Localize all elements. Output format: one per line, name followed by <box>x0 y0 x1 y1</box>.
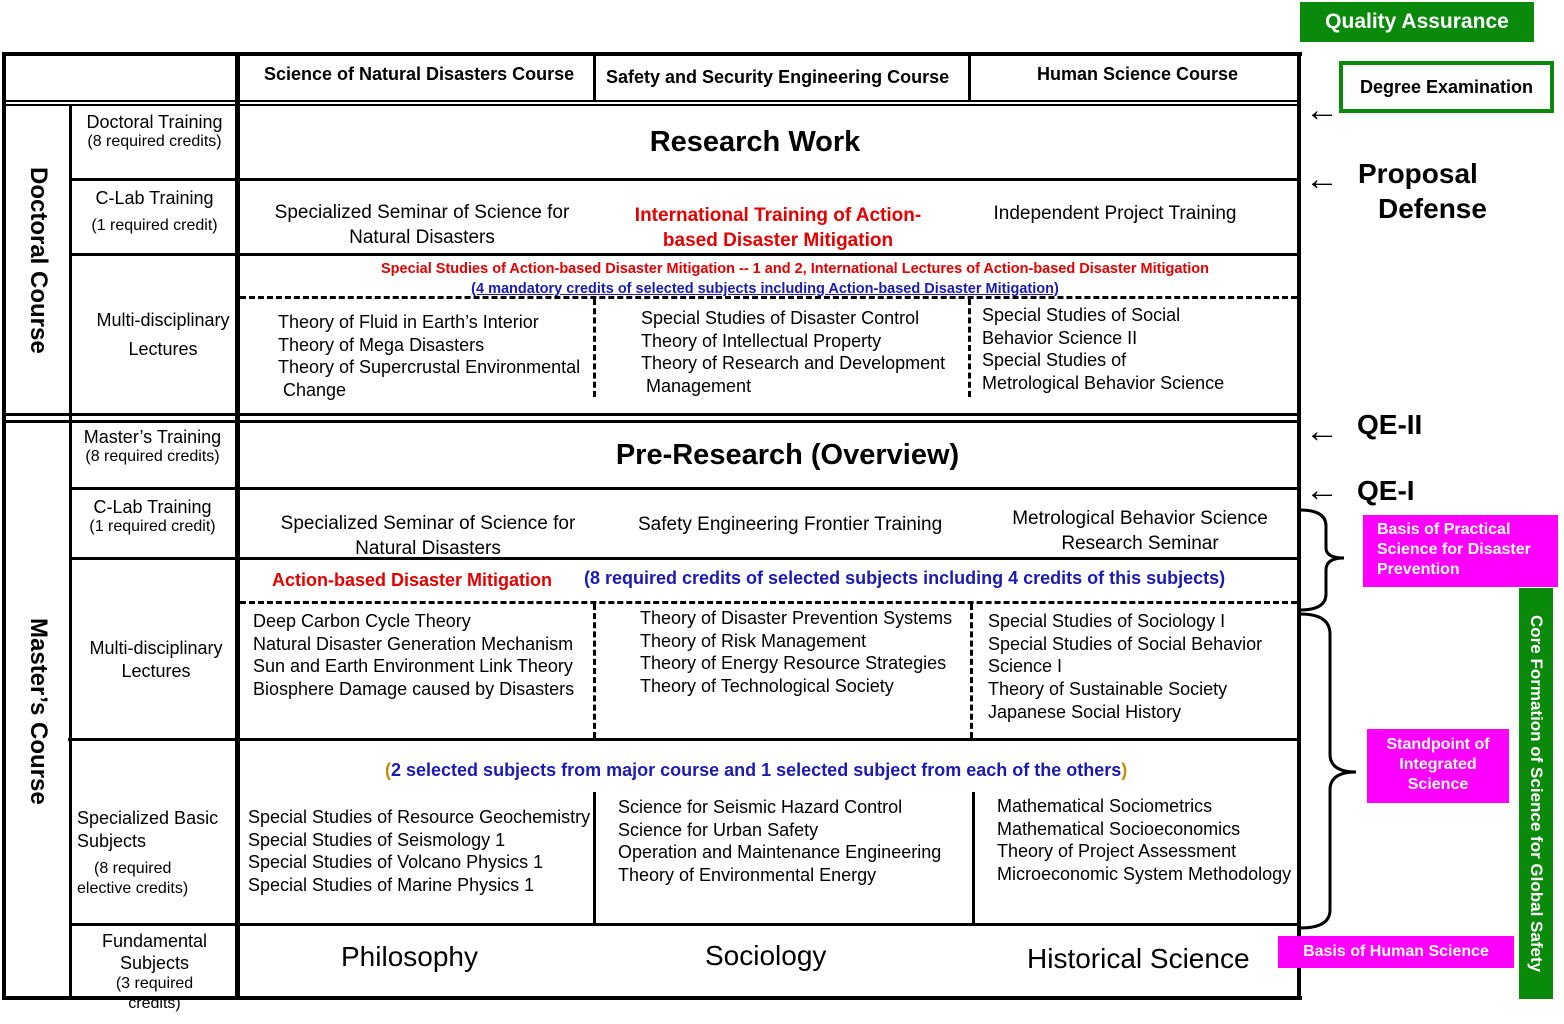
arrow-left-icon: ← <box>1305 160 1339 198</box>
doc-lec-human: Special Studies of Social Behavior Science II Special Studies of Metrological Behavior Science <box>982 305 1225 394</box>
outer-top <box>2 52 1302 56</box>
arrow-left-icon: ← <box>1305 91 1339 129</box>
outer-left <box>2 52 6 1000</box>
fund-philosophy: Philosophy <box>341 941 478 972</box>
label-mst-clab: C-Lab Training (1 required credit) <box>89 497 216 535</box>
integrated-badge: Standpoint of Integrated Science <box>1367 729 1509 803</box>
basic-human: Mathematical Sociometrics Mathematical Socioeconomics Theory of Project Assessment Microeconomic System Methodology <box>997 796 1292 885</box>
mst-dash-h <box>240 601 1297 604</box>
col-sep-header-1 <box>593 56 596 102</box>
mst-dash-v2 <box>970 604 973 738</box>
header-line-1 <box>6 100 1298 102</box>
basic-note: (2 selected subjects from major course and 1 selected subject from each of the others) <box>385 760 1128 780</box>
label-fundamental: Fundamental Subjects (3 required credits) <box>101 931 208 1012</box>
brace-integrated-icon <box>1298 612 1364 930</box>
header-line-2 <box>6 104 1298 106</box>
basic-sep-2 <box>972 792 975 923</box>
mst-action-red: Action-based Disaster Mitigation <box>272 570 553 590</box>
mst-clab-human: Metrological Behavior Science Research Seminar <box>1012 508 1268 554</box>
mst-line-1 <box>72 487 1298 490</box>
doctoral-course-title: Doctoral Course <box>25 166 52 354</box>
label-doctoral-training: Doctoral Training (8 required credits) <box>86 112 223 150</box>
master-course-title: Master’s Course <box>25 617 52 805</box>
doc-dash-v2 <box>968 299 971 397</box>
fund-historical: Historical Science <box>1027 943 1250 974</box>
practical-basis-badge: Basis of Practical Science for Disaster Prevention <box>1363 515 1558 587</box>
course-sep-1 <box>6 413 1298 416</box>
mst-dash-v1 <box>593 604 596 738</box>
basic-natural: Special Studies of Resource Geochemistry Special Studies of Seismology 1 Special Studies of Volcano Physics 1 Special Studies of Marine Physics 1 <box>248 807 591 896</box>
mst-line-4 <box>72 923 1298 926</box>
doc-special-red: Special Studies of Action-based Disaster Mitigation -- 1 and 2, International Lectures of Action-based Disaster Mitigation <box>381 261 1209 277</box>
doc-lec-natural: Theory of Fluid in Earth’s Interior Theory of Mega Disasters Theory of Supercrustal Environmental Change <box>278 312 581 401</box>
col-sep-label <box>69 106 72 997</box>
doc-dash-v1 <box>593 299 596 397</box>
pre-research: Pre-Research (Overview) <box>615 439 960 471</box>
label-doc-clab: C-Lab Training (1 required credit) <box>91 188 218 234</box>
defense-label: Defense <box>1378 193 1487 224</box>
label-mst-multi: Multi-disciplinary Lectures <box>89 638 223 681</box>
proposal-label: Proposal <box>1358 158 1478 189</box>
doc-clab-natural: Specialized Seminar of Science for Natural Disasters <box>274 202 570 248</box>
degree-exam-box: Degree Examination <box>1339 61 1554 113</box>
doc-clab-safety: International Training of Action-based Disaster Mitigation <box>634 205 922 251</box>
doc-line-2 <box>72 253 1298 256</box>
basic-safety: Science for Seismic Hazard Control Science for Urban Safety Operation and Maintenance Engineering Theory of Environmental Energy <box>618 797 942 886</box>
mst-clab-natural: Specialized Seminar of Science for Natural Disasters <box>280 513 576 559</box>
doc-line-1 <box>72 178 1298 181</box>
basic-sep-1 <box>593 792 596 923</box>
qe2-label: QE-II <box>1357 409 1423 440</box>
doc-lec-safety: Special Studies of Disaster Control Theory of Intellectual Property Theory of Research and Development Management <box>641 308 946 397</box>
course-header-natural: Science of Natural Disasters Course <box>264 64 575 84</box>
arrow-left-icon: ← <box>1305 412 1339 450</box>
qe1-label: QE-I <box>1357 475 1415 506</box>
arrow-left-icon: ← <box>1305 471 1339 509</box>
label-doc-multi: Multi-disciplinary Lectures <box>96 310 230 359</box>
label-masters-training: Master’s Training (8 required credits) <box>83 427 222 465</box>
mst-line-3 <box>68 738 1298 741</box>
mst-action-blue: (8 required credits of selected subjects including 4 credits of this subjects) <box>584 568 1226 588</box>
human-basis-badge: Basis of Human Science <box>1278 936 1514 968</box>
quality-assurance-badge: Quality Assurance <box>1300 2 1534 42</box>
core-formation-bar: Core Formation of Science for Global Safety <box>1519 588 1553 999</box>
doc-special-blue: (4 mandatory credits of selected subjects including Action-based Disaster Mitigation) <box>471 281 1059 297</box>
mst-lec-safety: Theory of Disaster Prevention Systems Theory of Risk Management Theory of Energy Resource Strategies Theory of Technological Society <box>640 608 953 697</box>
col-sep-header-2 <box>968 56 971 102</box>
research-work: Research Work <box>649 126 861 158</box>
brace-practical-icon <box>1298 508 1358 612</box>
course-sep-2 <box>6 420 1298 423</box>
course-header-human: Human Science Course <box>1037 64 1239 84</box>
fund-sociology: Sociology <box>705 940 827 971</box>
label-basic: Specialized Basic Subjects (8 required elective credits) <box>77 808 219 897</box>
mst-lec-natural: Deep Carbon Cycle Theory Natural Disaster Generation Mechanism Sun and Earth Environment Link Theory Biosphere Damage caused by Disasters <box>253 611 575 700</box>
mst-clab-safety: Safety Engineering Frontier Training <box>638 514 943 535</box>
course-header-safety: Safety and Security Engineering Course <box>606 67 950 87</box>
mst-lec-human: Special Studies of Sociology I Special Studies of Social Behavior Science I Theory of Sustainable Society Japanese Social History <box>988 611 1263 722</box>
doc-clab-human: Independent Project Training <box>993 203 1237 224</box>
